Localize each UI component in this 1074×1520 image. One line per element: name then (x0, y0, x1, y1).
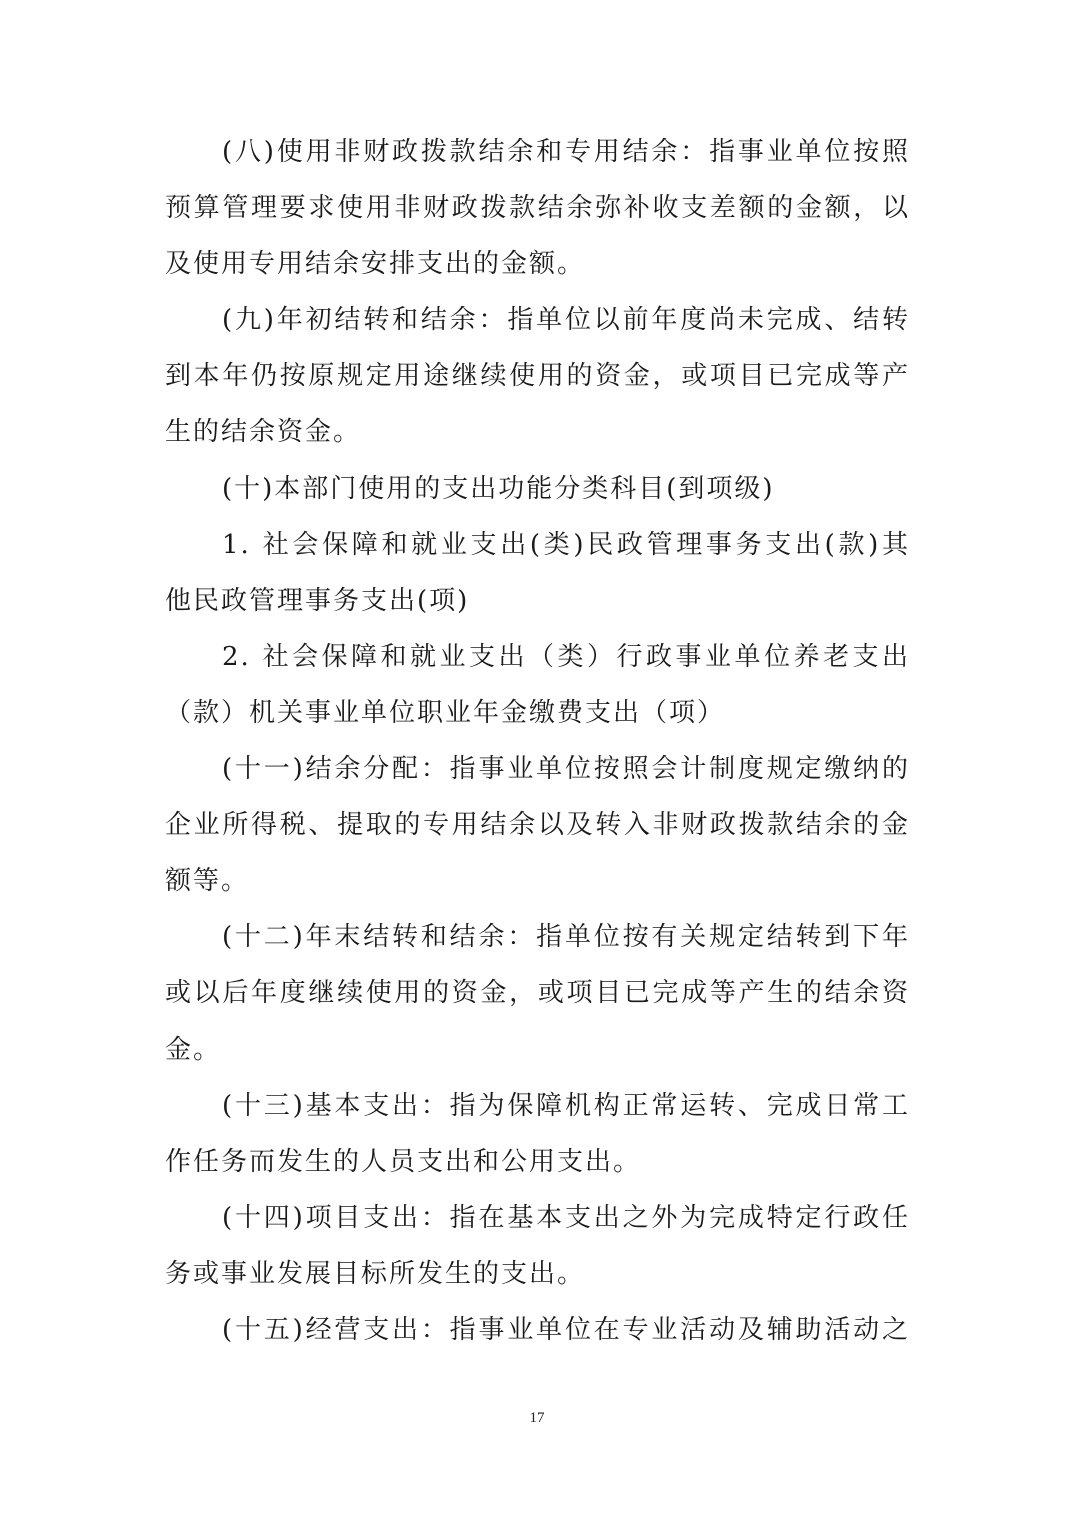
paragraph-15 (165, 1302, 910, 1358)
paragraph-11 (165, 741, 910, 909)
paragraph-10 (165, 461, 910, 517)
paragraph-14 (165, 1190, 910, 1302)
paragraph-10-item-2 (165, 629, 910, 741)
text-line: 或以后年度继续使用的资金，或项目已完成等产生的结余资 (165, 978, 910, 1009)
text-line: （款）机关事业单位职业年金缴费支出（项） (165, 697, 726, 728)
document-body (165, 124, 910, 1358)
text-line: (十五)经营支出：指事业单位在专业活动及辅助活动之 (222, 1314, 910, 1345)
paragraph-9 (165, 292, 910, 460)
text-line: (十三)基本支出：指为保障机构正常运转、完成日常工 (222, 1090, 910, 1121)
text-line: 预算管理要求使用非财政拨款结余弥补收支差额的金额，以 (165, 193, 910, 224)
text-line: (十一)结余分配：指事业单位按照会计制度规定缴纳的 (222, 754, 910, 785)
text-line: 到本年仍按原规定用途继续使用的资金，或项目已完成等产 (165, 361, 910, 392)
text-line: 务或事业发展目标所发生的支出。 (165, 1258, 586, 1289)
page-number: 17 (529, 1410, 545, 1426)
text-line: (九)年初结转和结余：指单位以前年度尚未完成、结转 (222, 305, 910, 336)
text-line: (八)使用非财政拨款结余和专用结余：指事业单位按照 (222, 137, 910, 167)
paragraph-10-item-1 (165, 517, 910, 629)
text-line: 作任务而发生的人员支出和公用支出。 (165, 1146, 642, 1177)
text-line: 额等。 (165, 866, 250, 897)
text-line: 1. 社会保障和就业支出(类)民政管理事务支出(款)其 (222, 529, 910, 560)
text-line: 企业所得税、提取的专用结余以及转入非财政拨款结余的金 (165, 810, 910, 841)
text-line: (十)本部门使用的支出功能分类科目(到项级) (222, 473, 775, 504)
text-line: 2. 社会保障和就业支出（类）行政事业单位养老支出 (222, 641, 910, 672)
text-line: 金。 (165, 1034, 222, 1065)
text-line: 及使用专用结余安排支出的金额。 (165, 249, 586, 280)
text-line: (十四)项目支出：指在基本支出之外为完成特定行政任 (222, 1202, 910, 1233)
paragraph-8 (165, 124, 910, 292)
paragraph-13 (165, 1078, 910, 1190)
text-line: (十二)年末结转和结余：指单位按有关规定结转到下年 (222, 922, 910, 953)
text-line: 他民政管理事务支出(项) (165, 585, 470, 616)
text-line: 生的结余资金。 (165, 417, 362, 448)
paragraph-12 (165, 909, 910, 1077)
